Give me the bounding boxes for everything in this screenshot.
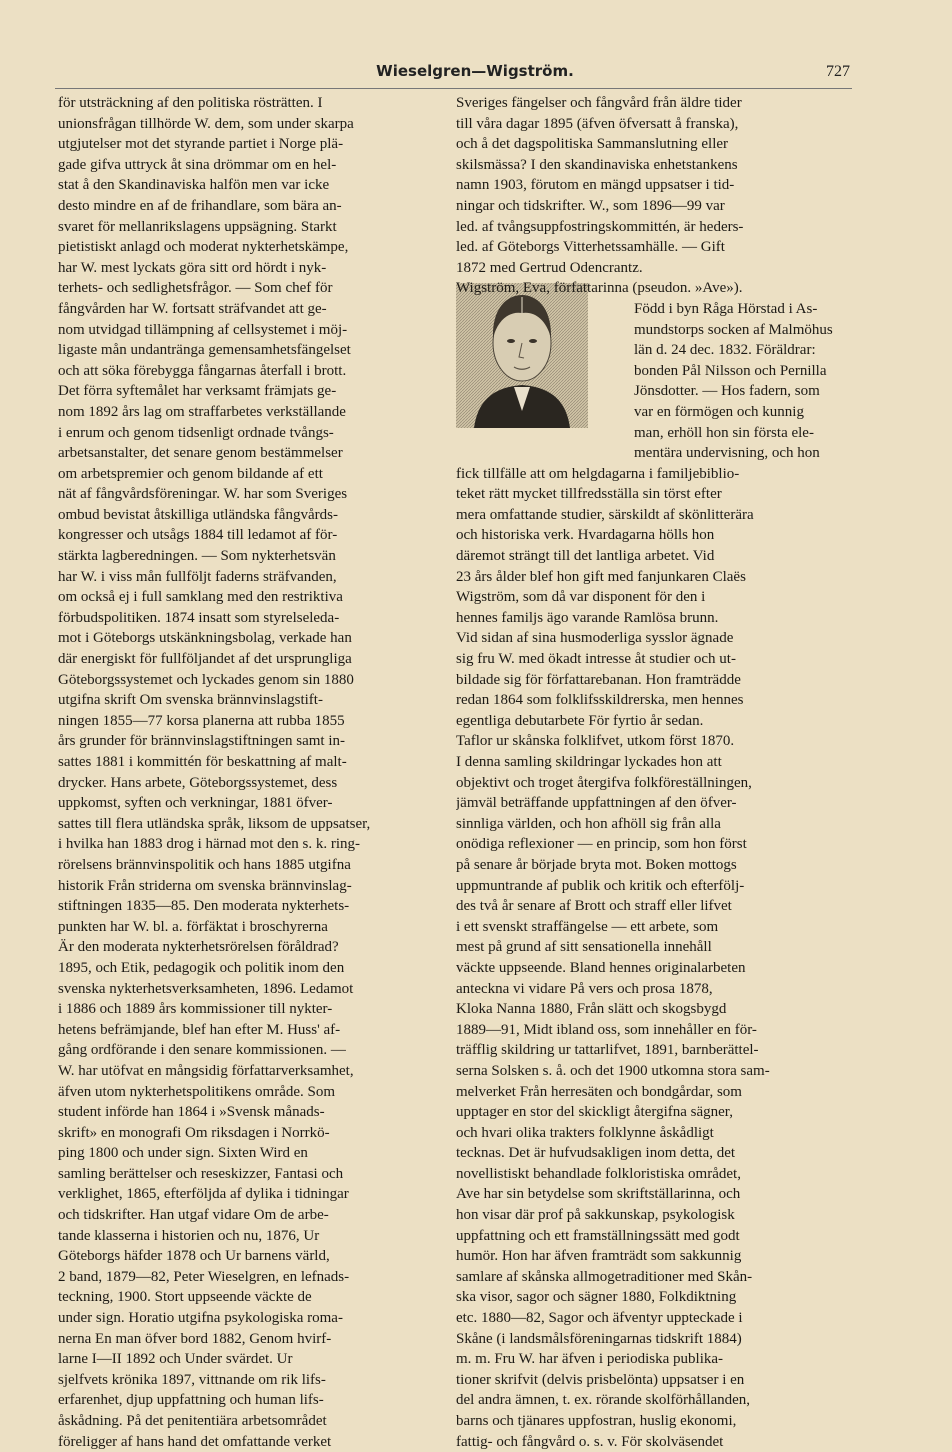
text-line: skilsmässa? I den skandinaviska enhetstankens	[456, 156, 738, 173]
text-line: Taflor ur skånska folklifvet, utkom först 1870.	[456, 733, 735, 750]
text-line: och att söka förebygga fångarnas återfall i brott.	[58, 362, 347, 379]
text-line: där energiskt för fullföljandet af det ursprungliga	[58, 651, 352, 668]
text-line: Skåne (i landsmålsföreningarnas tidskrift 1884)	[456, 1330, 742, 1347]
text-line: bonden Pål Nilsson och Pernilla	[634, 362, 827, 379]
text-line: historik Från striderna om svenska brännvinslag-	[58, 877, 352, 894]
text-line: har W. mest lyckats göra sitt ord hördt i nyk-	[58, 259, 327, 276]
text-line: 1872 med Gertrud Odencrantz.	[456, 259, 643, 276]
text-line: I denna samling skildringar lyckades hon att	[456, 754, 722, 770]
text-line: serna Solsken s. å. och det 1900 utkomna stora sam-	[456, 1062, 770, 1079]
text-line: man, erhöll hon sin första ele-	[634, 424, 814, 441]
text-line: samling berättelser och reseskizzer, Fantasi och	[58, 1165, 344, 1182]
text-line: teket rätt mycket tillfredsställa sin törst efter	[456, 486, 722, 503]
text-line: skrift» en monografi Om riksdagen i Norrkö-	[58, 1124, 330, 1141]
right-column	[456, 93, 851, 1452]
text-line: 1889—91, Midt ibland oss, som innehåller en för-	[456, 1021, 757, 1038]
text-line: års grunder för brännvinslagstiftningen samt in-	[58, 733, 346, 750]
text-line: uppkomst, syften och verkningar, 1881 öfver-	[58, 795, 333, 812]
text-line: fick tillfälle att om helgdagarna i familjebiblio-	[456, 465, 740, 482]
text-line: har W. i viss mån fullföljt faderns sträfvanden,	[58, 568, 337, 585]
text-line: Vid sidan af sina husmoderliga sysslor ägnade	[456, 630, 734, 647]
text-line: äfven utom nykterhetspolitikens område. Som	[58, 1083, 336, 1100]
text-line: nerna En man öfver bord 1882, Genom hvirf-	[58, 1330, 332, 1347]
text-line: jämväl beträffande uppfattningen af den öfver-	[456, 795, 737, 812]
text-line: däremot strängt till det lantliga arbetet. Vid	[456, 548, 715, 565]
text-line: under sign. Horatio utgifna psykologiska roma-	[58, 1310, 343, 1327]
text-line: och å det dagspolitiska Sammanslutning eller	[456, 136, 729, 153]
text-line: stiftningen 1835—85. Den moderata nykterhets-	[58, 898, 350, 915]
text-line: arbetsanstalter, det senare genom bestämmelser	[58, 445, 343, 462]
text-line: och hvari olika trakters folklynne åskådligt	[456, 1124, 714, 1141]
text-line: ligaste mån undantränga gemensamhetsfängelset	[58, 342, 351, 359]
text-line: mundstorps socken af Malmöhus	[634, 321, 833, 338]
text-line: mest på grund af sitt sensationella innehåll	[456, 939, 712, 956]
text-line: desto mindre en af de frihandlare, som bära an-	[58, 197, 342, 214]
text-line: ningen 1855—77 korsa planerna att rubba 1855	[58, 712, 345, 729]
text-line: anteckna vi vidare På vers och prosa 1878,	[456, 980, 713, 997]
text-line: uppfattning och ett framställningssätt med godt	[456, 1227, 740, 1244]
text-line: i ett svenskt straffängelse — ett arbete, som	[456, 918, 719, 935]
text-line: Är den moderata nykterhetsrörelsen föråldrad?	[58, 939, 339, 956]
text-line: pietistiskt anlagd och moderat nykterhetskämpe,	[58, 239, 349, 256]
text-line: onödiga reflexioner — en princip, som hon först	[456, 836, 747, 853]
text-line: på senare år började bryta mot. Boken mottogs	[456, 856, 737, 873]
text-line: rörelsens brännvinspolitik och hans 1885 utgifna	[58, 856, 351, 873]
text-line: till våra dagar 1895 (äfven öfversatt å franska),	[456, 115, 739, 132]
text-line: humör. Hon har äfven framträdt som sakkunnig	[456, 1248, 742, 1265]
text-line: Det förra syftemålet har verksamt främjats ge-	[58, 383, 337, 400]
text-line: var en förmögen och kunnig	[634, 403, 804, 420]
text-line: hennes familjs ägo varande Ramlösa brunn.	[456, 609, 719, 626]
page-number: 727	[826, 63, 850, 80]
text-line: des två år senare af Brott och straff eller lifvet	[456, 898, 732, 915]
text-line: melverket Från herresäten och bondgårdar, som	[456, 1083, 742, 1100]
text-line: student införde han 1864 i »Svensk månads-	[58, 1104, 325, 1121]
text-line: mot i Göteborgs utskänkningsbolag, verkade han	[58, 630, 352, 647]
text-line: m. m. Fru W. har äfven i periodiska publika-	[456, 1351, 724, 1368]
text-line: hetens befrämjande, blef han efter M. Huss' af-	[58, 1021, 341, 1038]
text-line: nät af fångvårdsföreningar. W. har som Sveriges	[58, 486, 348, 503]
text-line: Wigström, Eva, författarinna (pseudon. »Ave»).	[456, 280, 743, 297]
text-line: sattes 1881 i kommittén för beskattning af malt-	[58, 754, 347, 770]
page-header-title: Wieselgren—Wigström.	[376, 62, 574, 80]
header-rule	[55, 88, 852, 89]
text-line: 2 band, 1879—82, Peter Wieselgren, en lefnads-	[58, 1268, 350, 1285]
text-line: ping 1800 och under sign. Sixten Wird en	[58, 1145, 308, 1162]
text-line: åskådning. På det penitentiära arbetsområdet	[58, 1413, 327, 1429]
text-line: föreligger af hans hand det omfattande verket	[58, 1433, 332, 1450]
text-line: utgjutelser mot det styrande partiet i Norge plä-	[58, 136, 344, 153]
text-line: larne I—II 1892 och Under svärdet. Ur	[58, 1351, 293, 1368]
text-line: Göteborgssystemet och lyckades genom sin 1880	[58, 671, 354, 688]
text-line: sinnliga världen, och hon afhöll sig från alla	[456, 815, 721, 832]
text-line: fångvården har W. fortsatt sträfvandet att ge-	[58, 300, 327, 317]
text-line: tande klasserna i historien och nu, 1876, Ur	[58, 1227, 320, 1244]
text-line: nom utvidgad tillämpning af cellsystemet i möj-	[58, 321, 348, 338]
text-line: utgifna skrift Om svenska brännvinslagstift-	[58, 692, 323, 709]
text-line: namn 1903, förutom en mängd uppsatser i tid-	[456, 177, 735, 194]
left-column	[58, 93, 443, 1452]
text-line: i enrum och genom tidsenligt ordnade tvångs-	[58, 424, 334, 441]
text-line: verklighet, 1865, efterföljda af dylika i tidningar	[58, 1186, 349, 1203]
text-line: sjelfvets krönika 1897, vittnande om rik lifs-	[58, 1371, 326, 1388]
text-line: mentära undervisning, och hon	[634, 445, 820, 462]
text-line: upptager en stor del skickligt återgifna sägner,	[456, 1104, 733, 1121]
text-line: led. af tvångsuppfostringskommittén, är heders-	[456, 218, 744, 235]
text-line: del andra ämnen, t. ex. rörande skolförhållanden,	[456, 1392, 751, 1409]
text-line: unionsfrågan tillhörde W. dem, som under skarpa	[58, 115, 354, 132]
text-line: etc. 1880—82, Sagor och äfventyr uppteckade i	[456, 1310, 743, 1327]
text-line: gade gifva uttryck åt sina drömmar om en hel-	[58, 156, 337, 173]
text-line: sattes till flera utländska språk, liksom de uppsatser,	[58, 815, 371, 832]
text-line: Ave har sin betydelse som skriftställarinna, och	[456, 1186, 741, 1203]
text-line: förbudspolitiken. 1874 insatt som styrelseleda-	[58, 609, 340, 626]
text-line: 1895, och Etik, pedagogik och politik inom den	[58, 959, 345, 976]
text-line: ombud bevistat åtskilliga utländska fångvårds-	[58, 506, 338, 523]
text-line: och historiska verk. Hvardagarna hölls hon	[456, 527, 715, 544]
text-line: nom 1892 års lag om straffarbetes verkställande	[58, 403, 346, 420]
text-line: kongresser och utsågs 1884 till ledamot af för-	[58, 527, 338, 544]
text-line: fattig- och fångvård o. s. v. För skolväsendet	[456, 1433, 724, 1450]
text-line: svaret för mellanrikslagens uppsägning. Starkt	[58, 218, 337, 235]
text-line: Född i byn Råga Hörstad i As-	[634, 300, 818, 317]
text-line: sig fru W. med ökadt intresse åt studier och ut-	[456, 651, 736, 668]
text-line: erfarenhet, djup uppfattning och human lifs-	[58, 1392, 324, 1409]
text-line: ska visor, sagor och sägner 1880, Folkdiktning	[456, 1289, 737, 1306]
text-line: i hvilka han 1883 drog i härnad mot den s. k. ring-	[58, 836, 361, 853]
text-line: stat å den Skandinaviska halfön men var icke	[58, 177, 330, 194]
text-line: län d. 24 dec. 1832. Föräldrar:	[634, 342, 816, 359]
text-line: tioner skrifvit (delvis prisbelönta) uppsatser i en	[456, 1371, 745, 1388]
text-line: egentliga debutarbete För fyrtio år sedan.	[456, 712, 704, 729]
text-line: om arbetspremier och genom bildande af ett	[58, 465, 323, 482]
text-line: teckning, 1900. Stort uppseende väckte de	[58, 1289, 312, 1306]
text-line: väckte uppseende. Bland hennes originalarbeten	[456, 959, 746, 976]
text-line: för utsträckning af den politiska rösträtten. I	[58, 95, 323, 111]
text-line: Kloka Nanna 1880, Från slätt och skogsbygd	[456, 1001, 727, 1018]
text-line: och tidskrifter. Han utgaf vidare Om de arbe-	[58, 1207, 329, 1224]
text-line: terhets- och sedlighetsfrågor. — Som chef för	[58, 280, 333, 297]
text-line: Wigström, som då var disponent för den i	[456, 589, 706, 606]
text-line: stärkta lagberedningen. — Som nykterhetsvän	[58, 548, 336, 565]
text-line: svenska nykterhetsverksamheten, 1896. Ledamot	[58, 980, 354, 997]
text-line: mera omfattande studier, särskildt af skönlitterära	[456, 506, 754, 523]
text-line: punkten har W. bl. a. förfäktat i broschyrerna	[58, 918, 328, 935]
text-line: objektivt och troget återgifva folkföreställningen,	[456, 774, 752, 791]
text-line: Sveriges fängelser och fångvård från äldre tider	[456, 95, 742, 111]
text-line: barns och tjänares uppfostran, huslig ekonomi,	[456, 1413, 737, 1429]
text-line: bildade sig för författarebanan. Hon framträdde	[456, 671, 741, 688]
text-line: ningar och tidskrifter. W., som 1896—99 var	[456, 197, 725, 214]
text-line: i 1886 och 1889 års kommissioner till nykter-	[58, 1001, 333, 1018]
text-line: Göteborgs häfder 1878 och Ur barnens värld,	[58, 1248, 330, 1265]
text-line: träfflig skildring ur tattarlifvet, 1891, barnberättel-	[456, 1042, 759, 1059]
text-line: novellistiskt behandlade folkloristiska området,	[456, 1165, 741, 1182]
text-line: hon visar där prof på sakkunskap, psykologisk	[456, 1207, 735, 1224]
text-line: drycker. Hans arbete, Göteborgssystemet, dess	[58, 774, 338, 791]
text-line: gång ordförande i den senare kommissionen. —	[58, 1042, 346, 1059]
text-line: uppmuntrande af publik och kritik och efterfölj-	[456, 877, 745, 894]
text-line: Jönsdotter. — Hos fadern, som	[634, 383, 820, 400]
text-line: redan 1864 som folklifsskildrerska, men hennes	[456, 692, 744, 709]
text-line: led. af Göteborgs Vitterhetssamhälle. — Gift	[456, 239, 725, 256]
text-line: samlare af skånska allmogetraditioner med Skån-	[456, 1268, 753, 1285]
text-line: tecknas. Det är hufvudsakligen inom detta, det	[456, 1145, 736, 1162]
text-line: om också ej i full samklang med den restriktiva	[58, 589, 343, 606]
text-line: W. har utöfvat en mångsidig författarverksamhet,	[58, 1062, 354, 1079]
text-line: 23 års ålder blef hon gift med fanjunkaren Claës	[456, 568, 746, 585]
